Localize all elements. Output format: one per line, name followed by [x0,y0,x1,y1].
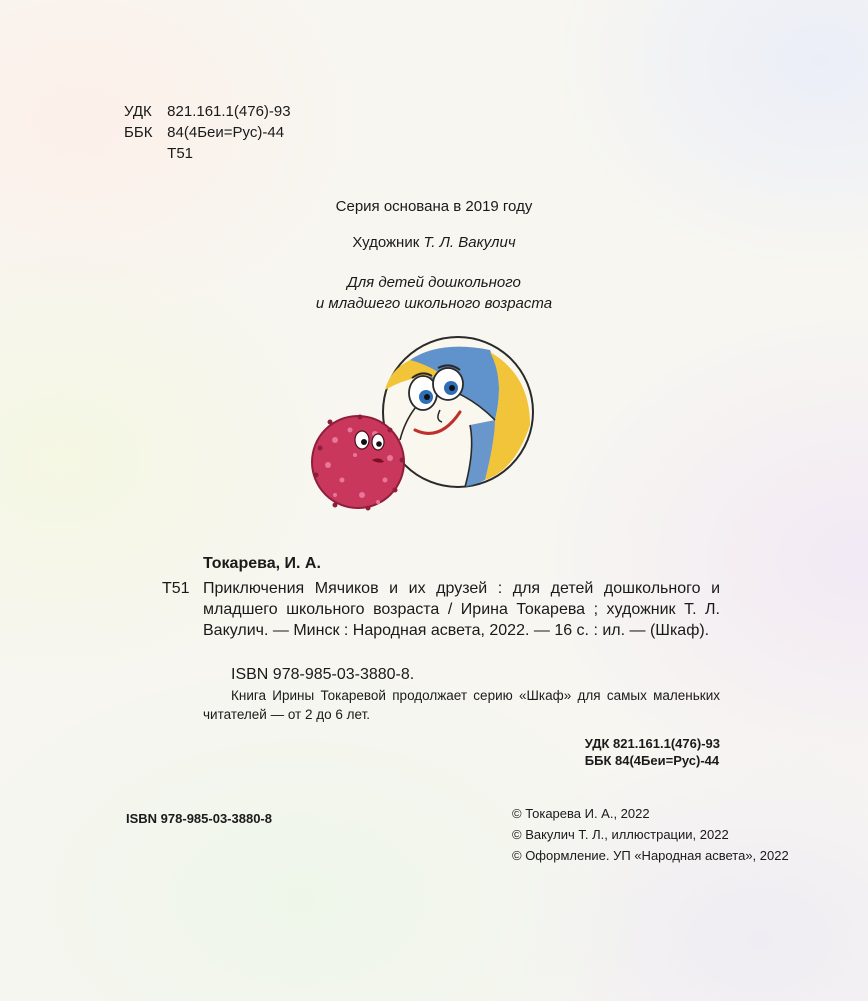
bbk-label: ББК [124,124,153,141]
catalog-description: Приключения Мячиков и их друзей : для детей дошкольного и младшего школьного возраста / Ирина Токарева ; художник Т. Л. Вакулич. — Минск : Народная асвета, 2022. — 16 с. : ил. — (Шкаф). [203,580,720,639]
artist-name: Т. Л. Вакулич [423,234,516,251]
udk-row [124,101,291,122]
catalog-isbn: ISBN 978-985-03-3880-8. [231,666,415,683]
artist-line [0,234,868,251]
copyright-line: © Токарева И. А., 2022 [512,806,650,821]
author-mark-row [124,143,291,164]
catalog-udk: УДК 821.161.1(476)-93 [584,736,720,751]
volleyball-character [383,337,533,487]
bbk-value: 84(4Беи=Рус)-44 [167,124,285,141]
copyright-line: © Вакулич Т. Л., иллюстрации, 2022 [512,827,729,842]
author-mark: Т51 [167,145,194,162]
udk-value: 821.161.1(476)-93 [167,103,291,120]
berry-character [312,415,405,511]
audience-line-1: Для детей дошкольного [347,274,521,291]
series-note: Серия основана в 2019 году [335,198,533,215]
audience-note [0,272,868,314]
copyright-line: © Оформление. УП «Народная асвета», 2022 [512,848,789,863]
copyright-block [512,803,789,866]
bbk-row [124,122,291,143]
catalog-bbk: ББК 84(4Беи=Рус)-44 [584,753,720,768]
udk-label: УДК [124,103,152,120]
isbn-footer: ISBN 978-985-03-3880-8 [126,811,272,826]
audience-line-2: и младшего школьного возраста [315,295,553,312]
catalog-author: Токарева, И. А. [203,555,321,572]
balls-illustration [290,330,550,520]
catalog-classification [585,735,720,769]
catalog-author-mark: Т51 [162,580,190,597]
catalog-annotation: Книга Ирины Токаревой продолжает серию «Шкаф» для самых маленьких читателей — от 2 до 6 лет. [203,688,720,722]
classification-codes [124,101,291,164]
artist-label: Художник [352,234,420,251]
